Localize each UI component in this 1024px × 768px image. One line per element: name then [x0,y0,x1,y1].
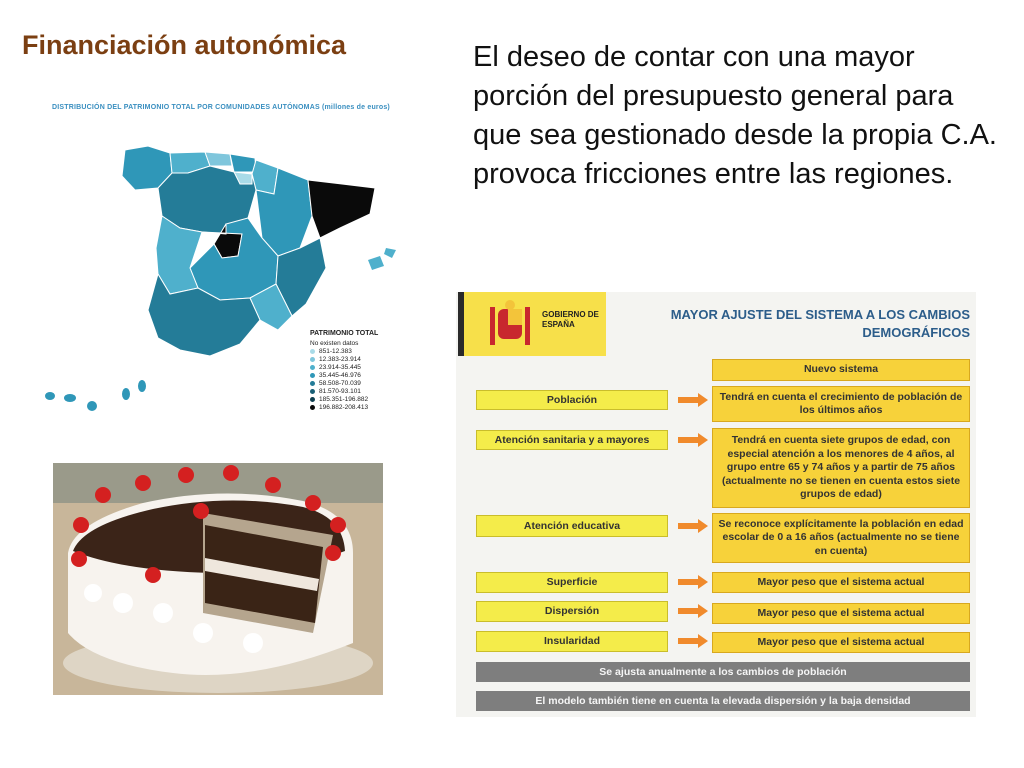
legend-item [310,396,378,404]
legend-item [310,388,378,396]
arrow-icon [678,519,708,533]
arrow-icon [678,393,708,407]
row-desc-insularidad: Mayor peso que el sistema actual [712,632,970,653]
legend-item [310,404,378,412]
row-label-dispersion: Dispersión [476,601,668,622]
legend-item [310,363,378,371]
legend-swatch [310,349,315,354]
row-desc-poblacion: Tendrá en cuenta el crecimiento de población de los últimos años [712,386,970,422]
row-desc-sanitaria: Tendrá en cuenta siete grupos de edad, con especial atención a los menores de 4 años, al grupo entre 65 y 74 años y a partir de 75 años (actualmente no se tienen en cuenta estos siete grupos de edad) [712,428,970,508]
arrow-icon [678,634,708,648]
region-canarias-5 [138,380,146,392]
region-canarias-3 [87,401,97,411]
region-canarias-1 [45,392,55,400]
legend-label: 851-12.383 [319,347,352,355]
legend-swatch [310,405,315,410]
row-desc-superficie: Mayor peso que el sistema actual [712,572,970,593]
legend-item [310,339,378,347]
slide-body-text: El deseo de contar con una mayor porción del presupuesto general para que sea gestionado desde la propia C.A. provoca fricciones entre las regiones. [473,41,997,190]
region-pais-vasco [230,154,256,172]
map-title: DISTRIBUCIÓN DEL PATRIMONIO TOTAL POR COMUNIDADES AUTÓNOMAS (millones de euros) [52,104,390,111]
legend-title: PATRIMONIO TOTAL [310,330,379,337]
legend-item [310,347,378,355]
row-label-insularidad: Insularidad [476,631,668,652]
legend-label: 185.351-196.882 [319,396,369,404]
gov-logo-box [458,292,606,356]
arrow-icon [678,433,708,447]
slide-title: Financiación autonómica [22,30,347,60]
legend-label: 196.882-208.413 [319,404,369,412]
infographic-title: MAYOR AJUSTE DEL SISTEMA A LOS CAMBIOS DEMOGRÁFICOS [670,307,970,340]
legend-label: 12.383-23.914 [319,355,361,363]
legend-swatch [310,389,315,394]
row-label-educativa: Atención educativa [476,515,668,537]
gov-label: GOBIERNO DE ESPAÑA [542,310,599,329]
coat-of-arms-icon [490,299,530,349]
legend-label: 81.570-93.101 [319,388,361,396]
region-cataluna [308,180,375,238]
header-new-system: Nuevo sistema [712,359,970,381]
footer-bar-1: Se ajusta anualmente a los cambios de población [476,662,970,682]
legend-swatch [310,373,315,378]
row-label-sanitaria: Atención sanitaria y a mayores [476,430,668,450]
footer-bar-2: El modelo también tiene en cuenta la elevada dispersión y la baja densidad [476,691,970,711]
row-desc-dispersion: Mayor peso que el sistema actual [712,603,970,624]
cake-image [53,463,383,695]
region-canarias-4 [122,388,130,400]
legend-swatch [310,365,315,370]
row-label-poblacion: Población [476,390,668,410]
legend-swatch [310,381,315,386]
region-baleares [368,256,384,270]
legend-label: 23.914-35.445 [319,363,361,371]
legend-item [310,355,378,363]
arrow-icon [678,604,708,618]
legend-label: 58.508-70.039 [319,380,361,388]
legend-label: 35.445-46.976 [319,371,361,379]
legend-item [310,371,378,379]
legend-item [310,379,378,387]
legend-swatch [310,357,315,362]
region-baleares-2 [384,248,396,258]
legend-label: No existen datos [310,339,359,347]
region-canarias-2 [64,394,76,402]
row-label-superficie: Superficie [476,572,668,593]
infographic-panel [456,292,976,717]
spain-map-panel [30,98,410,416]
map-legend [310,330,378,412]
region-cantabria [205,152,232,166]
legend-swatch [310,397,315,402]
row-desc-educativa: Se reconoce explícitamente la población en edad escolar de 0 a 16 años (actualmente no se tiene en cuenta) [712,513,970,563]
arrow-icon [678,575,708,589]
